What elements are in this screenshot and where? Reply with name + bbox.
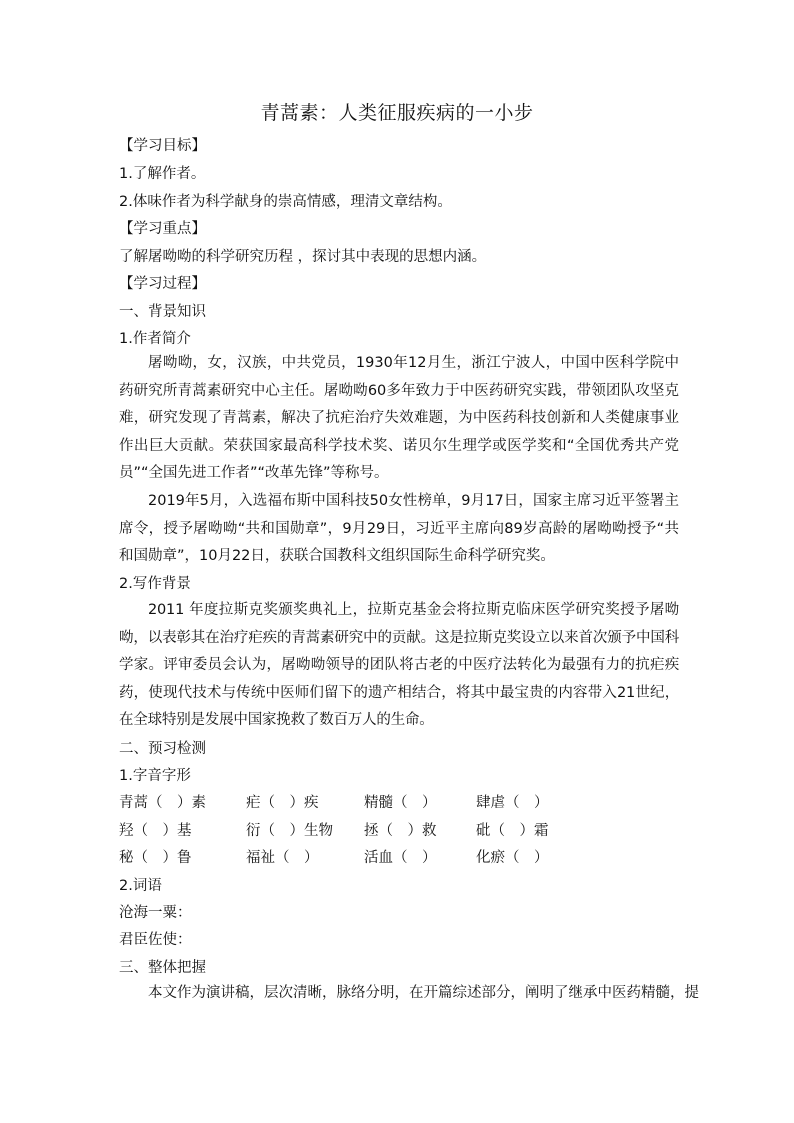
heading-learning-focus: 【学习重点】 bbox=[119, 221, 206, 237]
paragraph-writing-background: 2011 年度拉斯克奖颁奖典礼上，拉斯克基金会将拉斯克临床医学研究奖授予屠呦呦，以表彰其在治疗疟疾的青蒿素研究中的贡献。这是拉斯克奖设立以来首次颁予中国科学家。评审委员会认为，屠呦呦领导的团队将古老的中医疗法转化为最强有力的抗疟疾药，使现代技术与传统中医师们留下的遗产相结合，将其中最宝贵的内容带入21世纪，在全球特别是发展中国家挽救了数百万人的生命。 bbox=[119, 602, 679, 729]
subsection-author-intro: 1.作者简介 bbox=[119, 331, 191, 347]
subsection-vocabulary: 2.词语 bbox=[119, 878, 162, 894]
section-background: 一、背景知识 bbox=[119, 304, 206, 320]
char-item: 福祉（ ） bbox=[246, 850, 319, 866]
paragraph-author-bio: 屠呦呦，女，汉族，中共党员，1930年12月生，浙江宁波人，中国中医科学院中药研究所青蒿素研究中心主任。屠呦呦60多年致力于中医药研究实践，带领团队攻坚克难，研究发现了青蒿素，解决了抗疟治疗失效难题，为中医药科技创新和人类健康事业作出巨大贡献。荣获国家最高科学技术奖、诺贝尔生理学或医学奖和“全国优秀共产党员”“全国先进工作者”“改革先锋”等称号。 bbox=[119, 355, 679, 482]
section-overall-grasp: 三、整体把握 bbox=[119, 960, 206, 976]
char-item: 活血（ ） bbox=[364, 850, 437, 866]
vocab-item-1: 沧海一粟： bbox=[119, 905, 192, 921]
char-item: 衍（ ）生物 bbox=[246, 823, 333, 839]
focus-text: 了解屠呦呦的科学研究历程 ，探讨其中表现的思想内涵。 bbox=[119, 249, 487, 265]
section-preview-check: 二、预习检测 bbox=[119, 741, 206, 757]
heading-learning-process: 【学习过程】 bbox=[119, 276, 206, 292]
char-item: 砒（ ）霜 bbox=[476, 823, 549, 839]
paragraph-awards: 2019年5月，入选福布斯中国科技50女性榜单，9月17日，国家主席习近平签署主席令，授予屠呦呦“共和国勋章”，9月29日，习近平主席向89岁高龄的屠呦呦授予“共和国勋章”，10月22日，获联合国教科文组织国际生命科学研究奖。 bbox=[119, 493, 679, 565]
subsection-pronunciation: 1.字音字形 bbox=[119, 768, 191, 784]
char-item: 化瘀（ ） bbox=[476, 850, 549, 866]
char-item: 青蒿（ ）素 bbox=[119, 795, 206, 811]
char-item: 秘（ ）鲁 bbox=[119, 850, 192, 866]
char-item: 拯（ ）救 bbox=[364, 823, 437, 839]
goal-item-1: 1.了解作者。 bbox=[119, 166, 206, 182]
char-item: 疟（ ）疾 bbox=[246, 795, 319, 811]
vocab-item-2: 君臣佐使： bbox=[119, 932, 192, 948]
document-title: 青蒿素：人类征服疾病的一小步 bbox=[260, 102, 534, 124]
subsection-writing-background: 2.写作背景 bbox=[119, 576, 191, 592]
paragraph-structure: 本文作为演讲稿，层次清晰，脉络分明，在开篇综述部分，阐明了继承中医药精髓，提 bbox=[148, 985, 699, 1001]
goal-item-2: 2.体味作者为科学献身的崇高情感，理清文章结构。 bbox=[119, 194, 452, 210]
heading-learning-goals: 【学习目标】 bbox=[119, 138, 206, 154]
char-item: 肆虐（ ） bbox=[476, 795, 549, 811]
char-item: 羟（ ）基 bbox=[119, 823, 192, 839]
char-item: 精髓（ ） bbox=[364, 795, 437, 811]
